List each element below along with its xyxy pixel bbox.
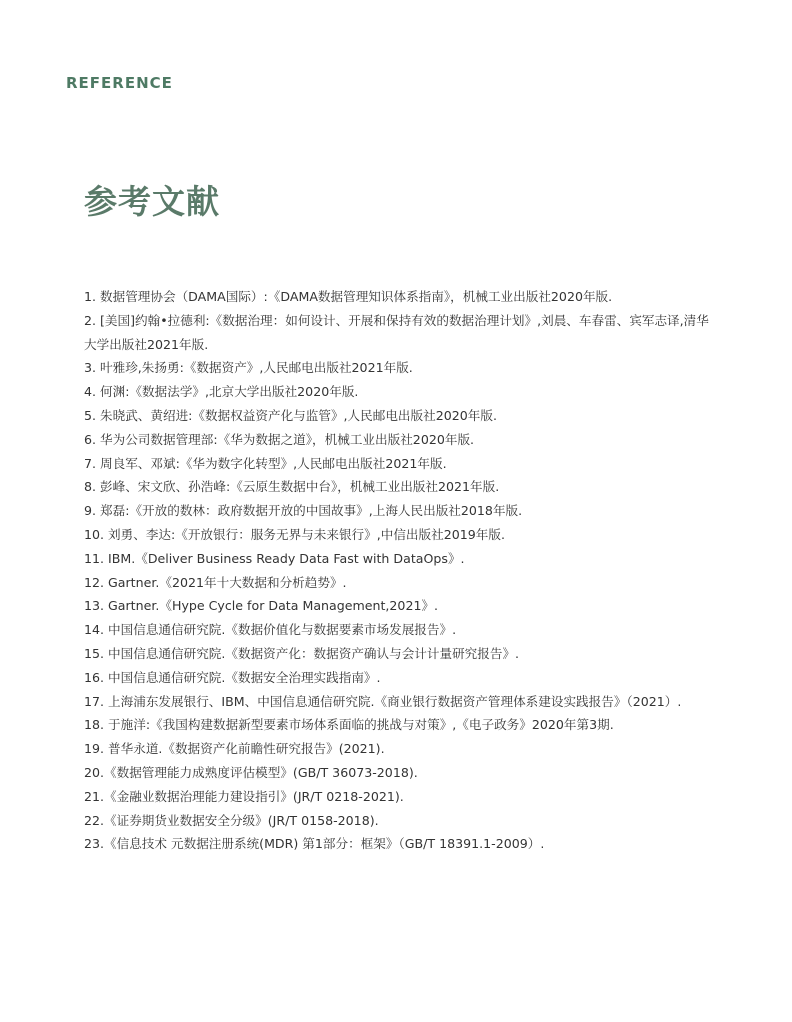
reference-item: 6. 华为公司数据管理部:《华为数据之道》，机械工业出版社2020年版. [84,431,475,447]
reference-item: 11. IBM.《Deliver Business Ready Data Fast with DataOps》. [84,550,465,566]
reference-item: 15. 中国信息通信研究院.《数据资产化：数据资产确认与会计计量研究报告》. [84,645,520,661]
reference-item: 7. 周良军、邓斌:《华为数字化转型》,人民邮电出版社2021年版. [84,455,447,471]
reference-item: 17. 上海浦东发展银行、IBM、中国信息通信研究院.《商业银行数据资产管理体系建设实践报告》（2021）. [84,693,682,709]
reference-item: 3. 叶雅珍,朱扬勇:《数据资产》,人民邮电出版社2021年版. [84,360,413,376]
reference-item: 8. 彭峰、宋文欣、孙浩峰:《云原生数据中台》，机械工业出版社2021年版. [84,479,500,495]
reference-item: 22.《证券期货业数据安全分级》(JR/T 0158-2018). [84,812,379,828]
reference-item: 12. Gartner.《2021年十大数据和分析趋势》. [84,574,347,590]
reference-item: 18. 于施洋:《我国构建数据新型要素市场体系面临的挑战与对策》,《电子政务》2020年第3期. [84,717,614,733]
reference-item: 21.《金融业数据治理能力建设指引》(JR/T 0218-2021). [84,788,404,804]
reference-item: 5. 朱晓武、黄绍进:《数据权益资产化与监管》,人民邮电出版社2020年版. [84,407,497,423]
reference-item: 4. 何渊:《数据法学》,北京大学出版社2020年版. [84,384,359,400]
reference-item: 2. [美国]约翰•拉德利:《数据治理：如何设计、开展和保持有效的数据治理计划》,刘晨、车春雷、宾军志译,清华大学出版社2021年版. [84,312,709,352]
reference-item: 19. 普华永道.《数据资产化前瞻性研究报告》(2021). [84,741,385,757]
reference-item: 16. 中国信息通信研究院.《数据安全治理实践指南》. [84,669,381,685]
reference-item: 14. 中国信息通信研究院.《数据价值化与数据要素市场发展报告》. [84,622,457,638]
reference-item: 13. Gartner.《Hype Cycle for Data Management,2021》. [84,598,439,614]
reference-item: 9. 郑磊:《开放的数林：政府数据开放的中国故事》,上海人民出版社2018年版. [84,503,523,519]
reference-item: 20.《数据管理能力成熟度评估模型》(GB/T 36073-2018). [84,764,418,780]
reference-item: 1. 数据管理协会（DAMA国际）:《DAMA数据管理知识体系指南》，机械工业出版社2020年版. [84,289,613,304]
reference-item: 10. 刘勇、李达:《开放银行：服务无界与未来银行》,中信出版社2019年版. [84,526,505,542]
reference-item: 23.《信息技术 元数据注册系统(MDR) 第1部分：框架》（GB/T 18391.1-2009）. [84,836,545,852]
reference-list [84,285,716,856]
page-title: 参考文献 [84,182,220,221]
section-kicker: REFERENCE [66,74,173,92]
